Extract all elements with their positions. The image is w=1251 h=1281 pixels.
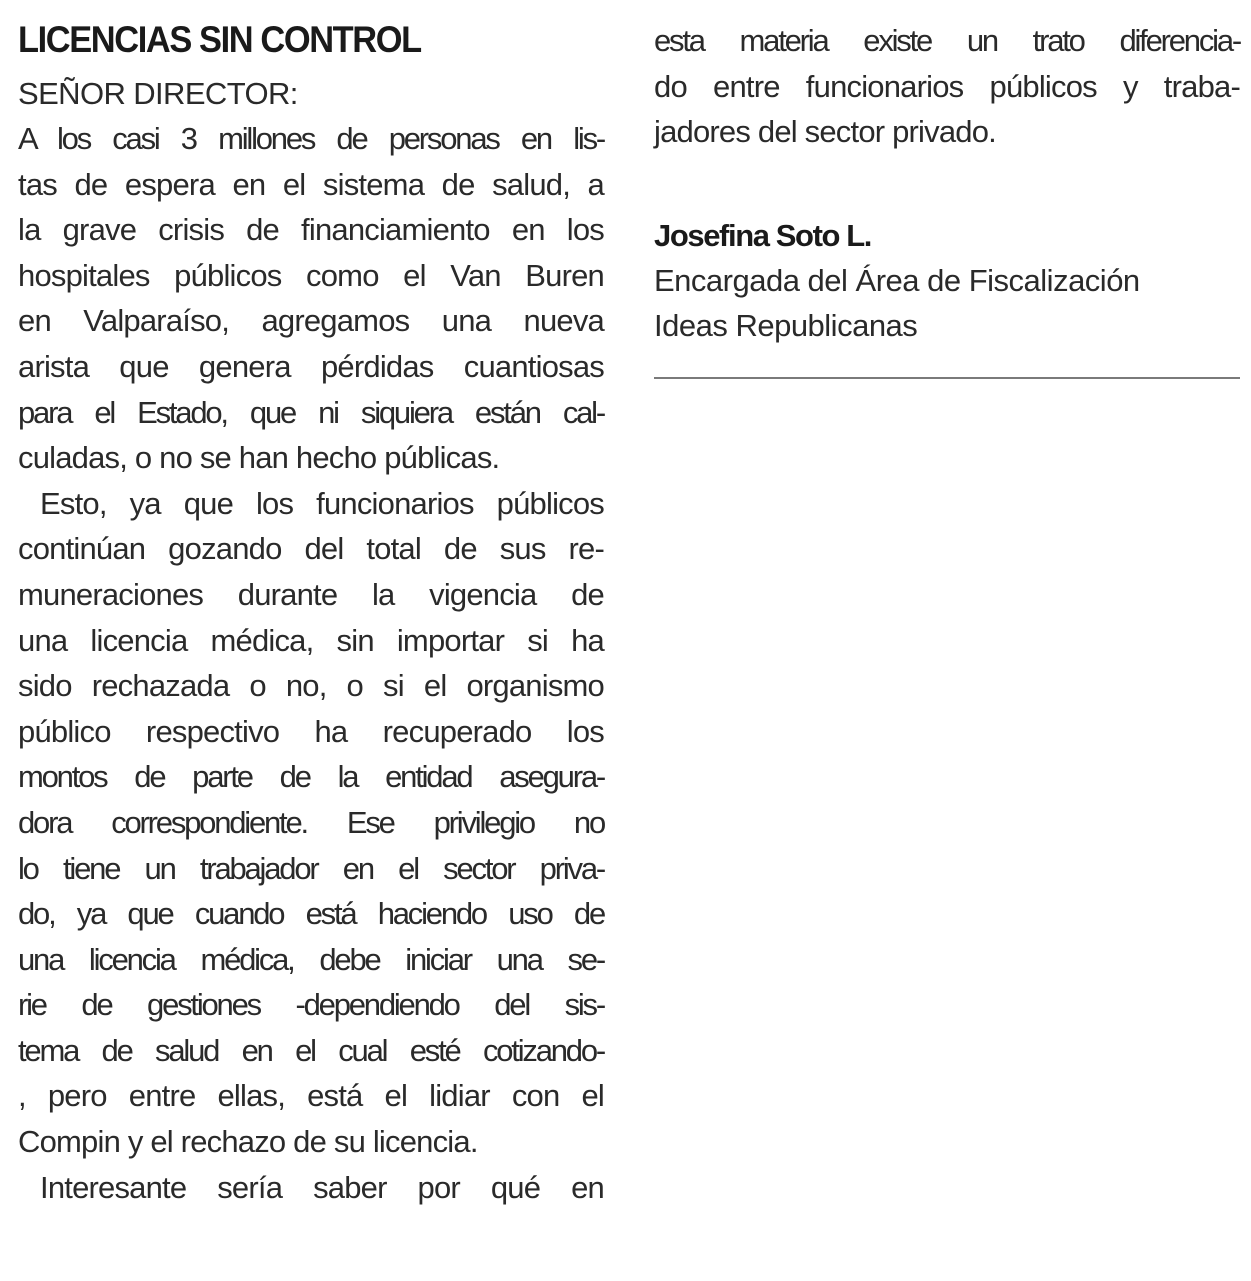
text-line: A los casi 3 millones de personas en lis- (18, 121, 604, 156)
signature-name: Josefina Soto L. (654, 217, 872, 253)
text-line: lo tiene un trabajador en el sector priva- (18, 850, 604, 886)
text-line: montos de parte de la entidad asegura- (18, 759, 604, 795)
signature-organization: Ideas Republicanas (654, 308, 918, 344)
paragraph-3-continued (654, 18, 1240, 155)
text-line: la grave crisis de financiamiento en los (18, 212, 604, 248)
text-line: rie de gestiones -dependiendo del sis- (18, 987, 604, 1023)
text-line: jadores del sector privado. (654, 114, 996, 150)
text-line: continúan gozando del total de sus re- (18, 531, 604, 567)
text-line: do entre funcionarios públicos y traba- (654, 68, 1240, 104)
text-line: muneraciones durante la vigencia de (18, 576, 604, 612)
text-line: Esto, ya que los funcionarios públicos (40, 485, 604, 521)
text-line: una licencia médica, sin importar si ha (18, 622, 604, 658)
text-line: dora correspondiente. Ese privilegio no (18, 804, 604, 840)
text-line: público respectivo ha recuperado los (18, 713, 604, 749)
text-line: hospitales públicos como el Van Buren (18, 257, 604, 293)
text-line: Compin y el rechazo de su licencia. (18, 1124, 478, 1160)
text-line: tas de espera en el sistema de salud, a (18, 166, 604, 202)
divider-rule (654, 377, 1240, 379)
text-line: esta materia existe un trato diferencia- (654, 23, 1240, 58)
signature-role: Encargada del Área de Fiscalización (654, 262, 1140, 298)
left-column (18, 18, 608, 1210)
right-column (654, 18, 1240, 349)
paragraph-2 (18, 481, 608, 1165)
text-line: do, ya que cuando está haciendo uso de (18, 896, 604, 932)
text-line: , pero entre ellas, está el lidiar con el (18, 1078, 604, 1114)
paragraph-3 (18, 1165, 608, 1211)
text-line: en Valparaíso, agregamos una nueva (18, 303, 604, 339)
text-line: arista que genera pérdidas cuantiosas (18, 348, 604, 384)
text-line: una licencia médica, debe iniciar una se- (18, 941, 604, 977)
text-line: tema de salud en el cual esté cotizando- (18, 1032, 604, 1068)
text-line: sido rechazada o no, o si el organismo (18, 668, 604, 704)
text-line: Interesante sería saber por qué en (40, 1169, 604, 1205)
paragraph-1 (18, 116, 608, 481)
letter-salutation: SEÑOR DIRECTOR: (18, 76, 298, 111)
text-line: para el Estado, que ni siquiera están cal- (18, 394, 604, 430)
text-line: culadas, o no se han hecho públicas. (18, 440, 500, 476)
letter-headline: LICENCIAS SIN CONTROL (18, 19, 421, 60)
